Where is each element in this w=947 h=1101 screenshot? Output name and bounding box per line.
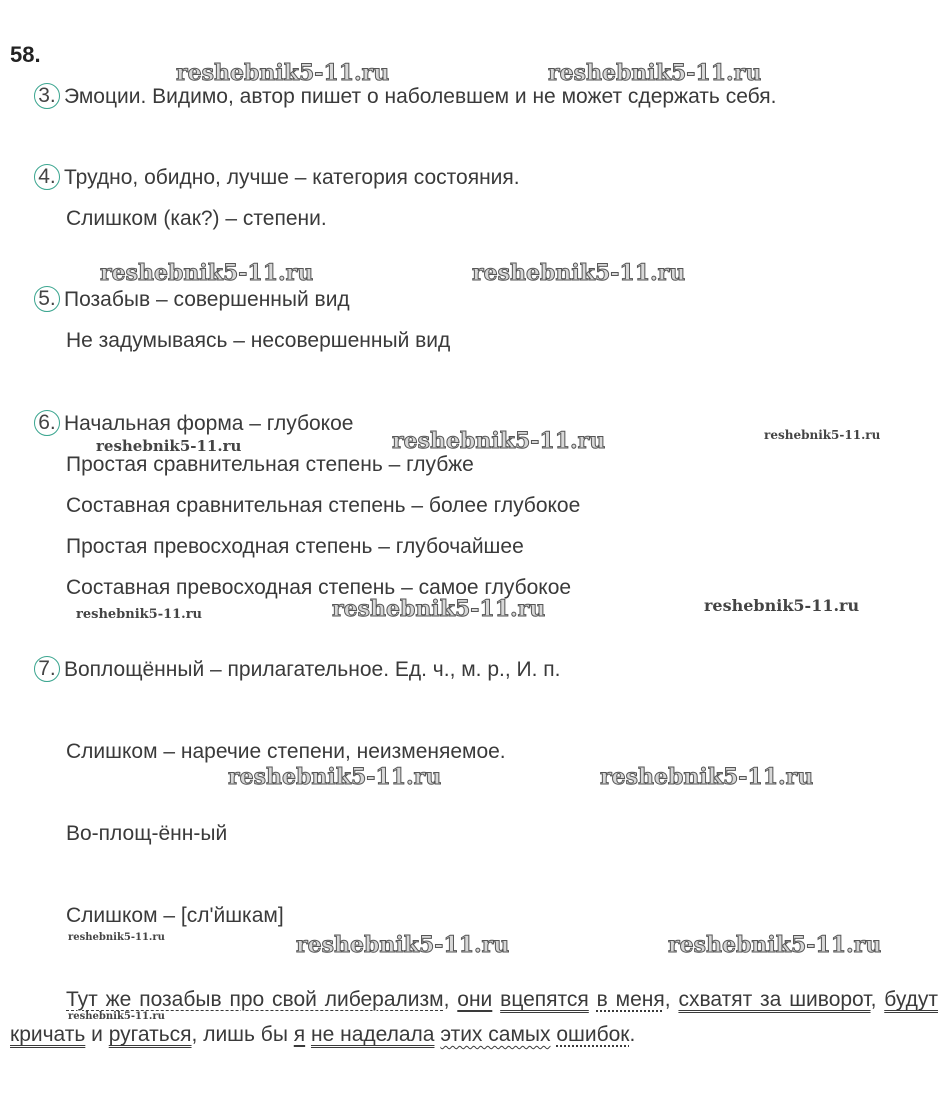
item-5-line-2: Не задумываясь – несовершенный вид bbox=[66, 329, 451, 352]
subject: они bbox=[457, 988, 493, 1011]
watermark: reshebnik5-11.ru bbox=[176, 60, 390, 86]
item-number-circle: 4. bbox=[34, 164, 60, 190]
item-number-circle: 3. bbox=[34, 83, 60, 109]
watermark: reshebnik5-11.ru bbox=[100, 260, 314, 286]
item-number-circle: 5. bbox=[34, 286, 60, 312]
conjunction: и bbox=[85, 1023, 109, 1046]
watermark: reshebnik5-11.ru bbox=[704, 596, 860, 615]
exercise-number: 58. bbox=[10, 42, 41, 67]
predicate: не наделала bbox=[310, 1023, 435, 1046]
watermark: reshebnik5-11.ru bbox=[68, 1011, 165, 1022]
item-6-line-4: Простая превосходная степень – глубочайшее bbox=[66, 535, 524, 558]
item-number-circle: 6. bbox=[34, 410, 60, 436]
subject: я bbox=[293, 1023, 306, 1046]
analyzed-sentence bbox=[10, 982, 938, 1052]
predicate: схватят за шиворот bbox=[678, 988, 871, 1011]
object: в меня bbox=[596, 988, 665, 1011]
watermark: reshebnik5-11.ru bbox=[296, 932, 510, 958]
item-6-line-5: Составная превосходная степень – самое глубокое bbox=[66, 576, 572, 599]
connector: , лишь бы bbox=[191, 1023, 294, 1046]
item-7-line-4: Слишком – [сл'йшкам] bbox=[66, 904, 284, 927]
punctuation: , bbox=[664, 988, 679, 1011]
watermark: reshebnik5-11.ru bbox=[764, 428, 881, 442]
item-4-line-2: Слишком (как?) – степени. bbox=[66, 207, 327, 230]
space bbox=[589, 988, 597, 1011]
watermark: reshebnik5-11.ru bbox=[668, 932, 882, 958]
predicate: будут кричать bbox=[10, 988, 938, 1046]
space bbox=[492, 988, 500, 1011]
item-4-line-1: Трудно, обидно, лучше – категория состояния. bbox=[64, 166, 520, 189]
punctuation: . bbox=[629, 1023, 636, 1046]
item-4 bbox=[34, 165, 520, 191]
item-6-line-3: Составная сравнительная степень – более глубокое bbox=[66, 494, 581, 517]
item-5-line-1: Позабыв – совершенный вид bbox=[64, 288, 350, 311]
item-3-text: Эмоции. Видимо, автор пишет о наболевшем и не может сдержать себя. bbox=[64, 85, 777, 108]
item-5 bbox=[34, 287, 350, 313]
watermark: reshebnik5-11.ru bbox=[68, 932, 165, 943]
punctuation: , bbox=[870, 988, 885, 1011]
punctuation: , bbox=[443, 988, 458, 1011]
watermark: reshebnik5-11.ru bbox=[96, 437, 242, 455]
watermark: reshebnik5-11.ru bbox=[228, 764, 442, 790]
attribute: этих самых bbox=[440, 1023, 551, 1046]
item-6-line-2: Простая сравнительная степень – глубже bbox=[66, 453, 474, 476]
watermark: reshebnik5-11.ru bbox=[76, 607, 203, 622]
item-7 bbox=[34, 657, 561, 683]
watermark: reshebnik5-11.ru bbox=[600, 764, 814, 790]
watermark: reshebnik5-11.ru bbox=[472, 260, 686, 286]
predicate: ругаться bbox=[108, 1023, 192, 1046]
item-7-line-3: Во-площ-ённ-ый bbox=[66, 822, 228, 845]
item-number-circle: 7. bbox=[34, 656, 60, 682]
adverbial-phrase: Тут же позабыв про свой либерализм bbox=[66, 988, 444, 1011]
object: ошибок bbox=[556, 1023, 630, 1046]
item-6 bbox=[34, 411, 353, 437]
watermark: reshebnik5-11.ru bbox=[548, 60, 762, 86]
predicate: вцепятся bbox=[500, 988, 589, 1011]
item-7-line-1: Воплощённый – прилагательное. Ед. ч., м. р., И. п. bbox=[64, 658, 561, 681]
item-3 bbox=[34, 84, 776, 110]
item-7-line-2: Слишком – наречие степени, неизменяемое. bbox=[66, 740, 506, 763]
item-6-line-1: Начальная форма – глубокое bbox=[64, 412, 354, 435]
watermark: reshebnik5-11.ru bbox=[392, 428, 606, 454]
watermark: reshebnik5-11.ru bbox=[332, 596, 546, 622]
